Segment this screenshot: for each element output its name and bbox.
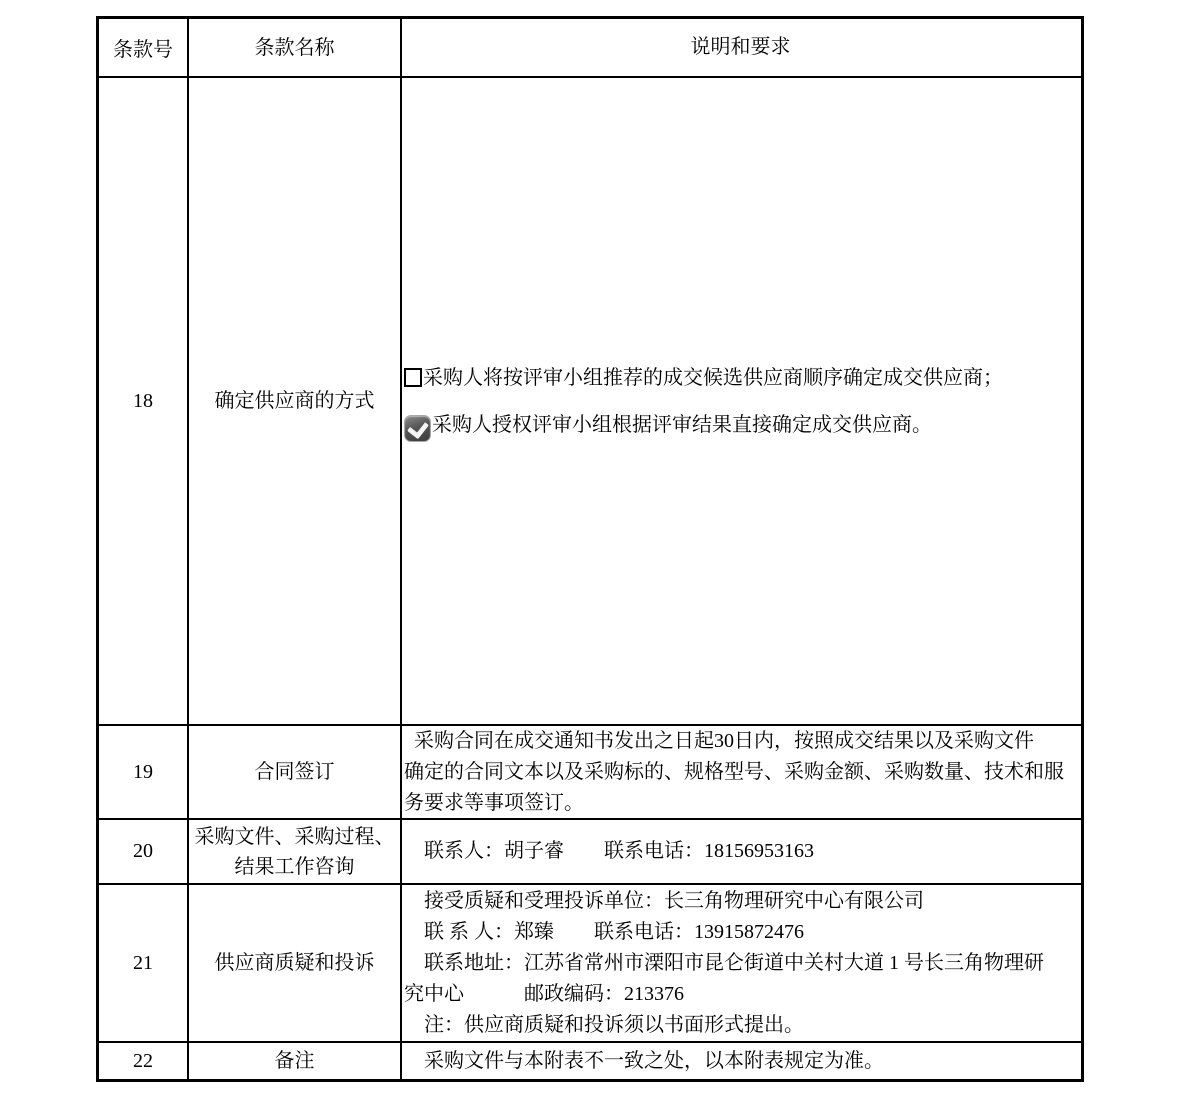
header-description: 说明和要求 (690, 36, 791, 58)
clause-name-20-line2: 结果工作咨询 (234, 855, 355, 878)
clause-no-22: 22 (99, 1043, 189, 1079)
supplier-option-2-label: 采购人授权评审小组根据评审结果直接确定成交供应商。 (432, 413, 932, 436)
clause-desc-21 (402, 885, 1081, 1041)
table-row-22 (99, 1043, 1081, 1079)
clause-no-19: 19 (99, 726, 189, 818)
clause-name-18: 确定供应商的方式 (189, 78, 402, 724)
clause-name-20 (189, 820, 402, 883)
table-row-20 (99, 820, 1081, 885)
desc-line: 究中心 邮政编码：213376 (404, 982, 684, 1005)
desc-line: 采购文件与本附表不一致之处，以本附表规定为准。 (404, 1049, 884, 1072)
clause-no-21: 21 (99, 885, 189, 1041)
clause-desc-18 (402, 78, 1081, 724)
header-clause-no: 条款号 (99, 19, 189, 76)
desc-line: 接受质疑和受理投诉单位：长三角物理研究中心有限公司 (404, 889, 924, 912)
desc-line: 采购合同在成交通知书发出之日起30日内，按照成交结果以及采购文件 (404, 729, 1034, 752)
clause-desc-22 (402, 1043, 1081, 1079)
table-header-row (99, 19, 1081, 78)
clause-name-19: 合同签订 (189, 726, 402, 818)
clause-no-18: 18 (99, 78, 189, 724)
clause-table (96, 16, 1084, 1082)
table-row-18 (99, 78, 1081, 726)
desc-line: 注：供应商质疑和投诉须以书面形式提出。 (404, 1013, 804, 1036)
checkbox-checked-icon[interactable] (404, 415, 431, 442)
desc-line: 联系地址：江苏省常州市溧阳市昆仑街道中关村大道 1 号长三角物理研 (404, 951, 1044, 974)
desc-line: 务要求等事项签订。 (404, 791, 584, 814)
table-row-21 (99, 885, 1081, 1043)
table-row-19 (99, 726, 1081, 820)
clause-desc-19 (402, 726, 1081, 818)
clause-no-20: 20 (99, 820, 189, 883)
clause-name-22: 备注 (189, 1043, 402, 1079)
clause-name-20-line1: 采购文件、采购过程、 (194, 825, 395, 848)
supplier-option-1-label: 采购人将按评审小组推荐的成交候选供应商顺序确定成交供应商； (423, 366, 1003, 389)
desc-line: 确定的合同文本以及采购标的、规格型号、采购金额、采购数量、技术和服 (404, 760, 1064, 783)
clause-desc-20 (402, 820, 1081, 883)
supplier-option-1 (404, 363, 1077, 393)
header-clause-name: 条款名称 (189, 19, 402, 76)
desc-line: 联 系 人：郑臻 联系电话：13915872476 (404, 920, 804, 943)
checkbox-unchecked-icon[interactable] (404, 368, 422, 387)
supplier-option-2 (404, 410, 1077, 440)
contact-line: 联系人：胡子睿 联系电话：18156953163 (404, 840, 814, 862)
clause-name-21: 供应商质疑和投诉 (189, 885, 402, 1041)
